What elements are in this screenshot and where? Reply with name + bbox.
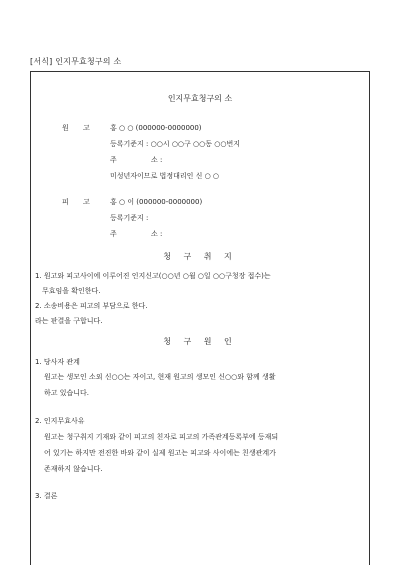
cause-sub2-line-3: 존재하지 않습니다. [44,465,103,473]
defendant-domicile-suffix: 소 : [151,230,163,238]
plaintiff-guardian: 미성년자이므로 법정대리인 신 ○ ○ [110,172,220,180]
defendant-address: 등록기준지 : [110,214,149,222]
plaintiff-address: 등록기준지 : ○○시 ○○구 ○○동 ○○번지 [110,140,240,148]
claim-heading: 청 구 취 지 [163,252,237,261]
plaintiff-domicile-label: 주 [110,156,117,164]
defendant-name: 홍 ○ 이 (000000-0000000) [110,198,203,206]
plaintiff-domicile-suffix: 소 : [151,156,163,164]
cause-sub1-line-2: 하고 있습니다. [44,389,90,397]
defendant-label: 피 고 [62,198,96,206]
defendant-domicile-label: 주 [110,230,117,238]
cause-sub2-line-2: 어 있기는 하지만 전진한 바와 같이 실제 원고는 피고와 사이에는 친생관계가 [44,449,276,457]
claim-item-1-cont: 무효임을 확인한다. [42,287,101,295]
cause-sub3-title: 3. 결론 [35,492,58,500]
claim-item-2: 2. 소송비용은 피고의 부담으로 한다. [35,302,148,310]
document-frame [30,71,370,565]
claim-item-1: 1. 원고와 피고사이에 이루어진 인지신고(○○년 ○월 ○일 ○○구청장 접수)는 [35,272,271,280]
claim-closing: 라는 판결을 구합니다. [35,317,103,325]
form-caption: [서식] 인지무효청구의 소 [30,57,122,66]
plaintiff-name: 홍 ○ ○ (000000-0000000) [110,124,202,132]
document-title: 인지무효청구의 소 [167,94,233,103]
plaintiff-label: 원 고 [62,124,96,132]
cause-sub2-line-1: 원고는 청구취지 기재와 같이 피고의 친자로 피고의 가족관계등록부에 등재되 [44,433,279,441]
cause-sub1-title: 1. 당사자 관계 [35,358,80,366]
cause-heading: 청 구 원 인 [163,337,237,346]
cause-sub1-line-1: 원고는 생모인 소외 신○○는 자이고, 현재 원고의 생모인 신○○와 함께 생활 [44,373,276,381]
cause-sub2-title: 2. 인지무효사유 [35,417,85,425]
